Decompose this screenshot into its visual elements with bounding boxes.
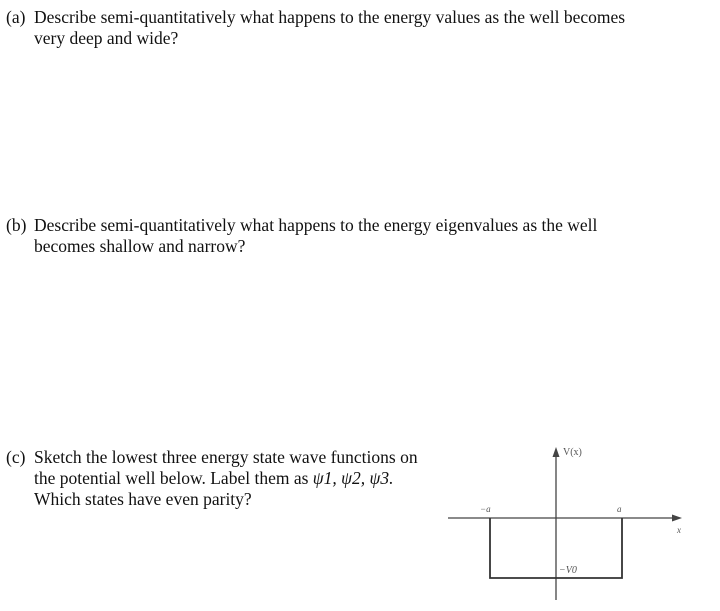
question-c-text-1: Sketch the lowest three energy state wave functions on	[34, 447, 418, 467]
right-edge-label: a	[617, 504, 622, 514]
question-b-text-2: becomes shallow and narrow?	[34, 236, 246, 256]
x-axis-arrow-icon	[672, 515, 682, 522]
potential-well	[490, 518, 622, 578]
question-a-line1	[6, 7, 625, 27]
depth-label: −V0	[559, 565, 577, 576]
x-axis-label: x	[677, 525, 681, 535]
question-c-tag: (c)	[6, 447, 26, 467]
question-b	[6, 215, 666, 257]
y-axis-label: V(x)	[563, 447, 582, 458]
question-a-text-1: Describe semi-quantitatively what happens to the energy values as the well becomes	[34, 7, 626, 27]
question-a	[6, 7, 666, 49]
question-b-text-1: Describe semi-quantitatively what happens to the energy eigenvalues as the well	[34, 215, 598, 235]
question-a-text-2: very deep and wide?	[34, 28, 179, 48]
y-axis-arrow-icon	[553, 447, 560, 457]
question-b-line1	[6, 215, 597, 235]
left-edge-label: −a	[480, 504, 491, 514]
question-c	[6, 447, 430, 510]
psi-3-label: ψ3.	[369, 468, 394, 488]
psi-1-label: ψ1,	[312, 468, 337, 488]
question-c-text-2: the potential well below. Label them as	[34, 468, 309, 488]
psi-2-label: ψ2,	[341, 468, 366, 488]
question-c-line1	[6, 447, 418, 467]
question-c-line2	[6, 468, 430, 489]
question-c-text-3: Which states have even parity?	[34, 489, 252, 509]
question-b-tag: (b)	[6, 215, 27, 235]
question-a-tag: (a)	[6, 7, 26, 27]
